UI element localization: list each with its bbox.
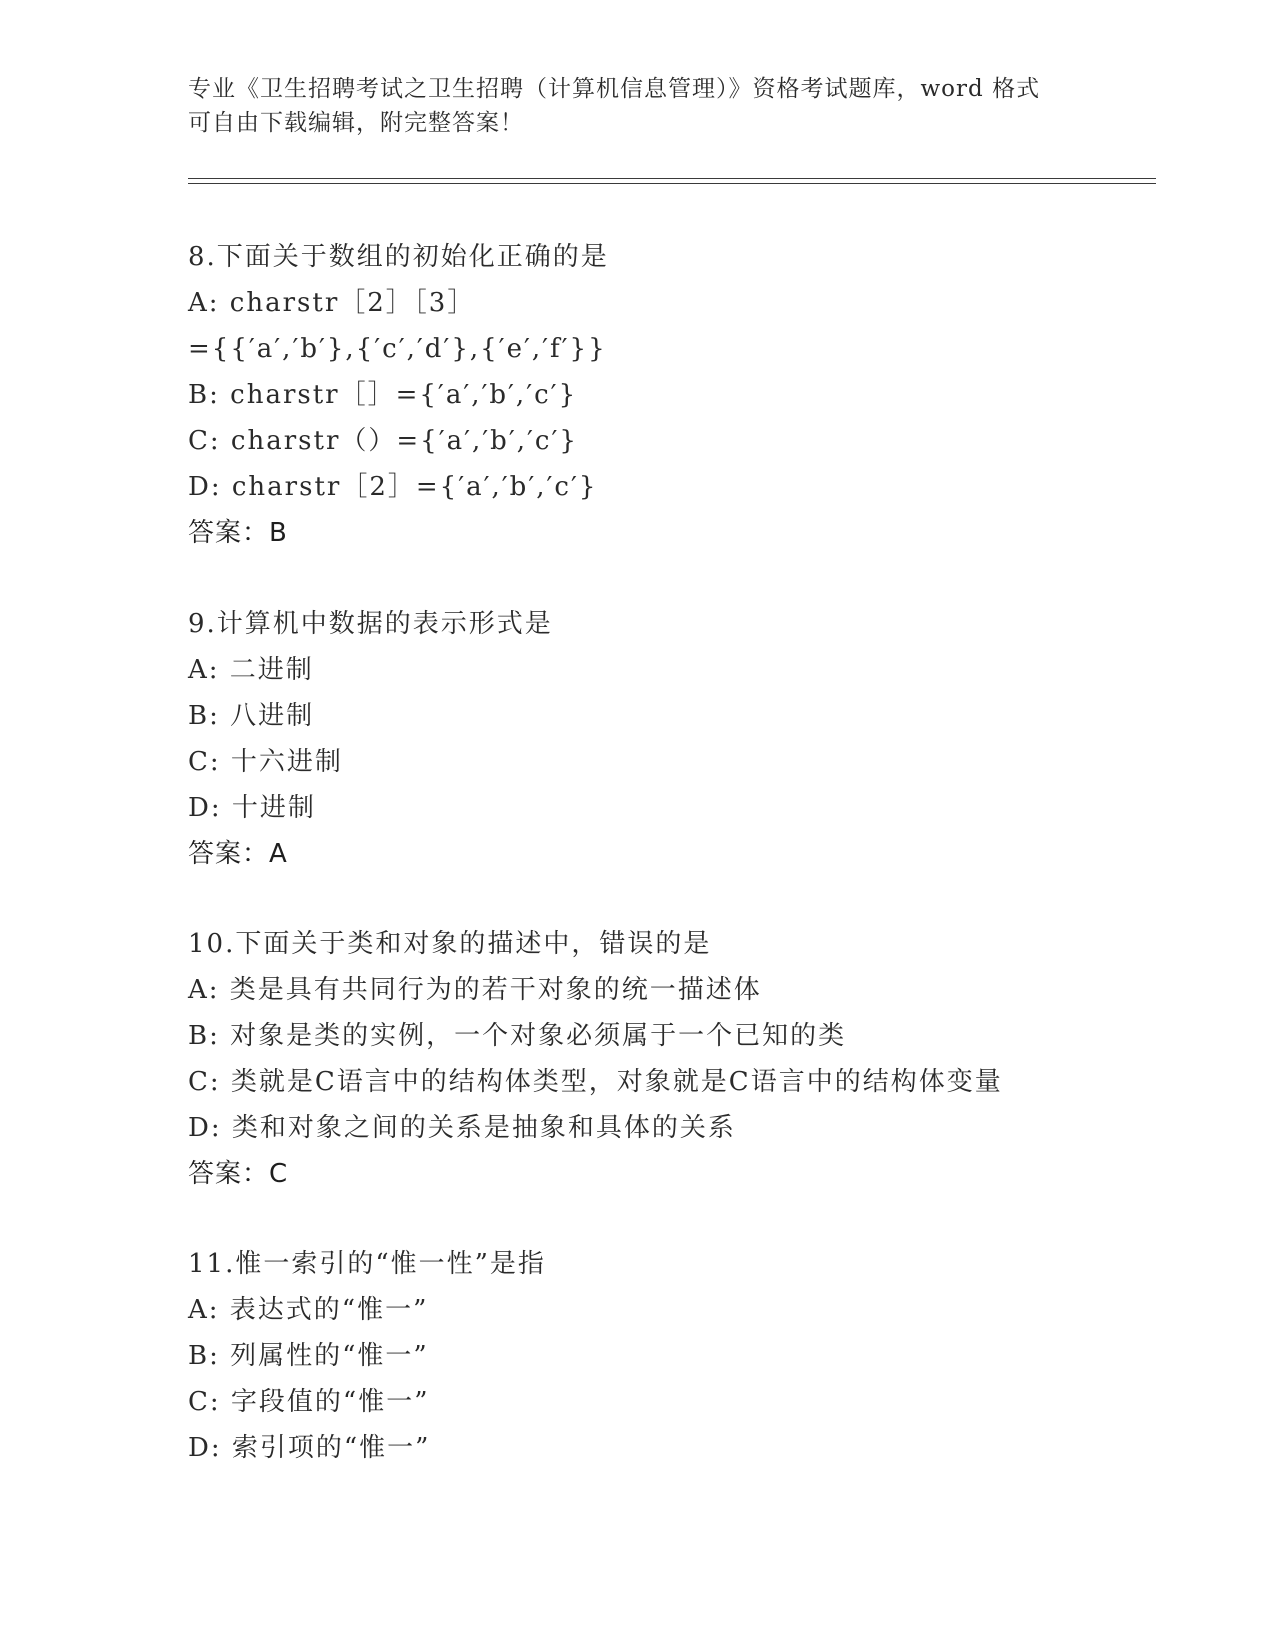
option-b: B: 列属性的“惟一” bbox=[188, 1341, 429, 1371]
question-stem: 8.下面关于数组的初始化正确的是 bbox=[188, 242, 609, 272]
answer: 答案：B bbox=[188, 518, 288, 548]
header-divider-top bbox=[188, 178, 1156, 179]
option-a-continuation: ={{′a′,′b′},{′c′,′d′},{′e′,′f′}} bbox=[188, 334, 607, 364]
question-stem: 10.下面关于类和对象的描述中，错误的是 bbox=[188, 929, 712, 959]
header-line-2: 可自由下载编辑，附完整答案！ bbox=[188, 110, 524, 136]
question-8 bbox=[188, 234, 1148, 556]
option-d: D: 索引项的“惟一” bbox=[188, 1433, 431, 1463]
question-stem: 11.惟一索引的“惟一性”是指 bbox=[188, 1249, 546, 1279]
option-c: C: 十六进制 bbox=[188, 747, 343, 777]
answer: 答案：C bbox=[188, 1159, 289, 1189]
option-c: C: 类就是C语言中的结构体类型，对象就是C语言中的结构体变量 bbox=[188, 1067, 1003, 1097]
option-b: B: 对象是类的实例，一个对象必须属于一个已知的类 bbox=[188, 1021, 847, 1051]
document-header bbox=[188, 72, 1088, 140]
option-a: A: 表达式的“惟一” bbox=[188, 1295, 429, 1325]
option-a: A: charstr［2］［3］ bbox=[188, 288, 476, 318]
answer: 答案：A bbox=[188, 839, 288, 869]
option-d: D: 十进制 bbox=[188, 793, 316, 823]
option-a: A: 类是具有共同行为的若干对象的统一描述体 bbox=[188, 975, 762, 1005]
option-b: B: 八进制 bbox=[188, 701, 315, 731]
option-b: B: charstr［］={′a′,′b′,′c′} bbox=[188, 380, 578, 410]
option-a: A: 二进制 bbox=[188, 655, 314, 685]
option-d: D: 类和对象之间的关系是抽象和具体的关系 bbox=[188, 1113, 736, 1143]
option-c: C: 字段值的“惟一” bbox=[188, 1387, 430, 1417]
header-divider-bottom bbox=[188, 183, 1156, 184]
option-d: D: charstr［2］={′a′,′b′,′c′} bbox=[188, 472, 598, 502]
question-10 bbox=[188, 921, 1148, 1197]
header-line-1: 专业《卫生招聘考试之卫生招聘（计算机信息管理）》资格考试题库，word 格式 bbox=[188, 76, 1041, 102]
question-11 bbox=[188, 1241, 1148, 1471]
option-c: C: charstr（）={′a′,′b′,′c′} bbox=[188, 426, 578, 456]
question-9 bbox=[188, 601, 1148, 877]
question-stem: 9.计算机中数据的表示形式是 bbox=[188, 609, 553, 639]
